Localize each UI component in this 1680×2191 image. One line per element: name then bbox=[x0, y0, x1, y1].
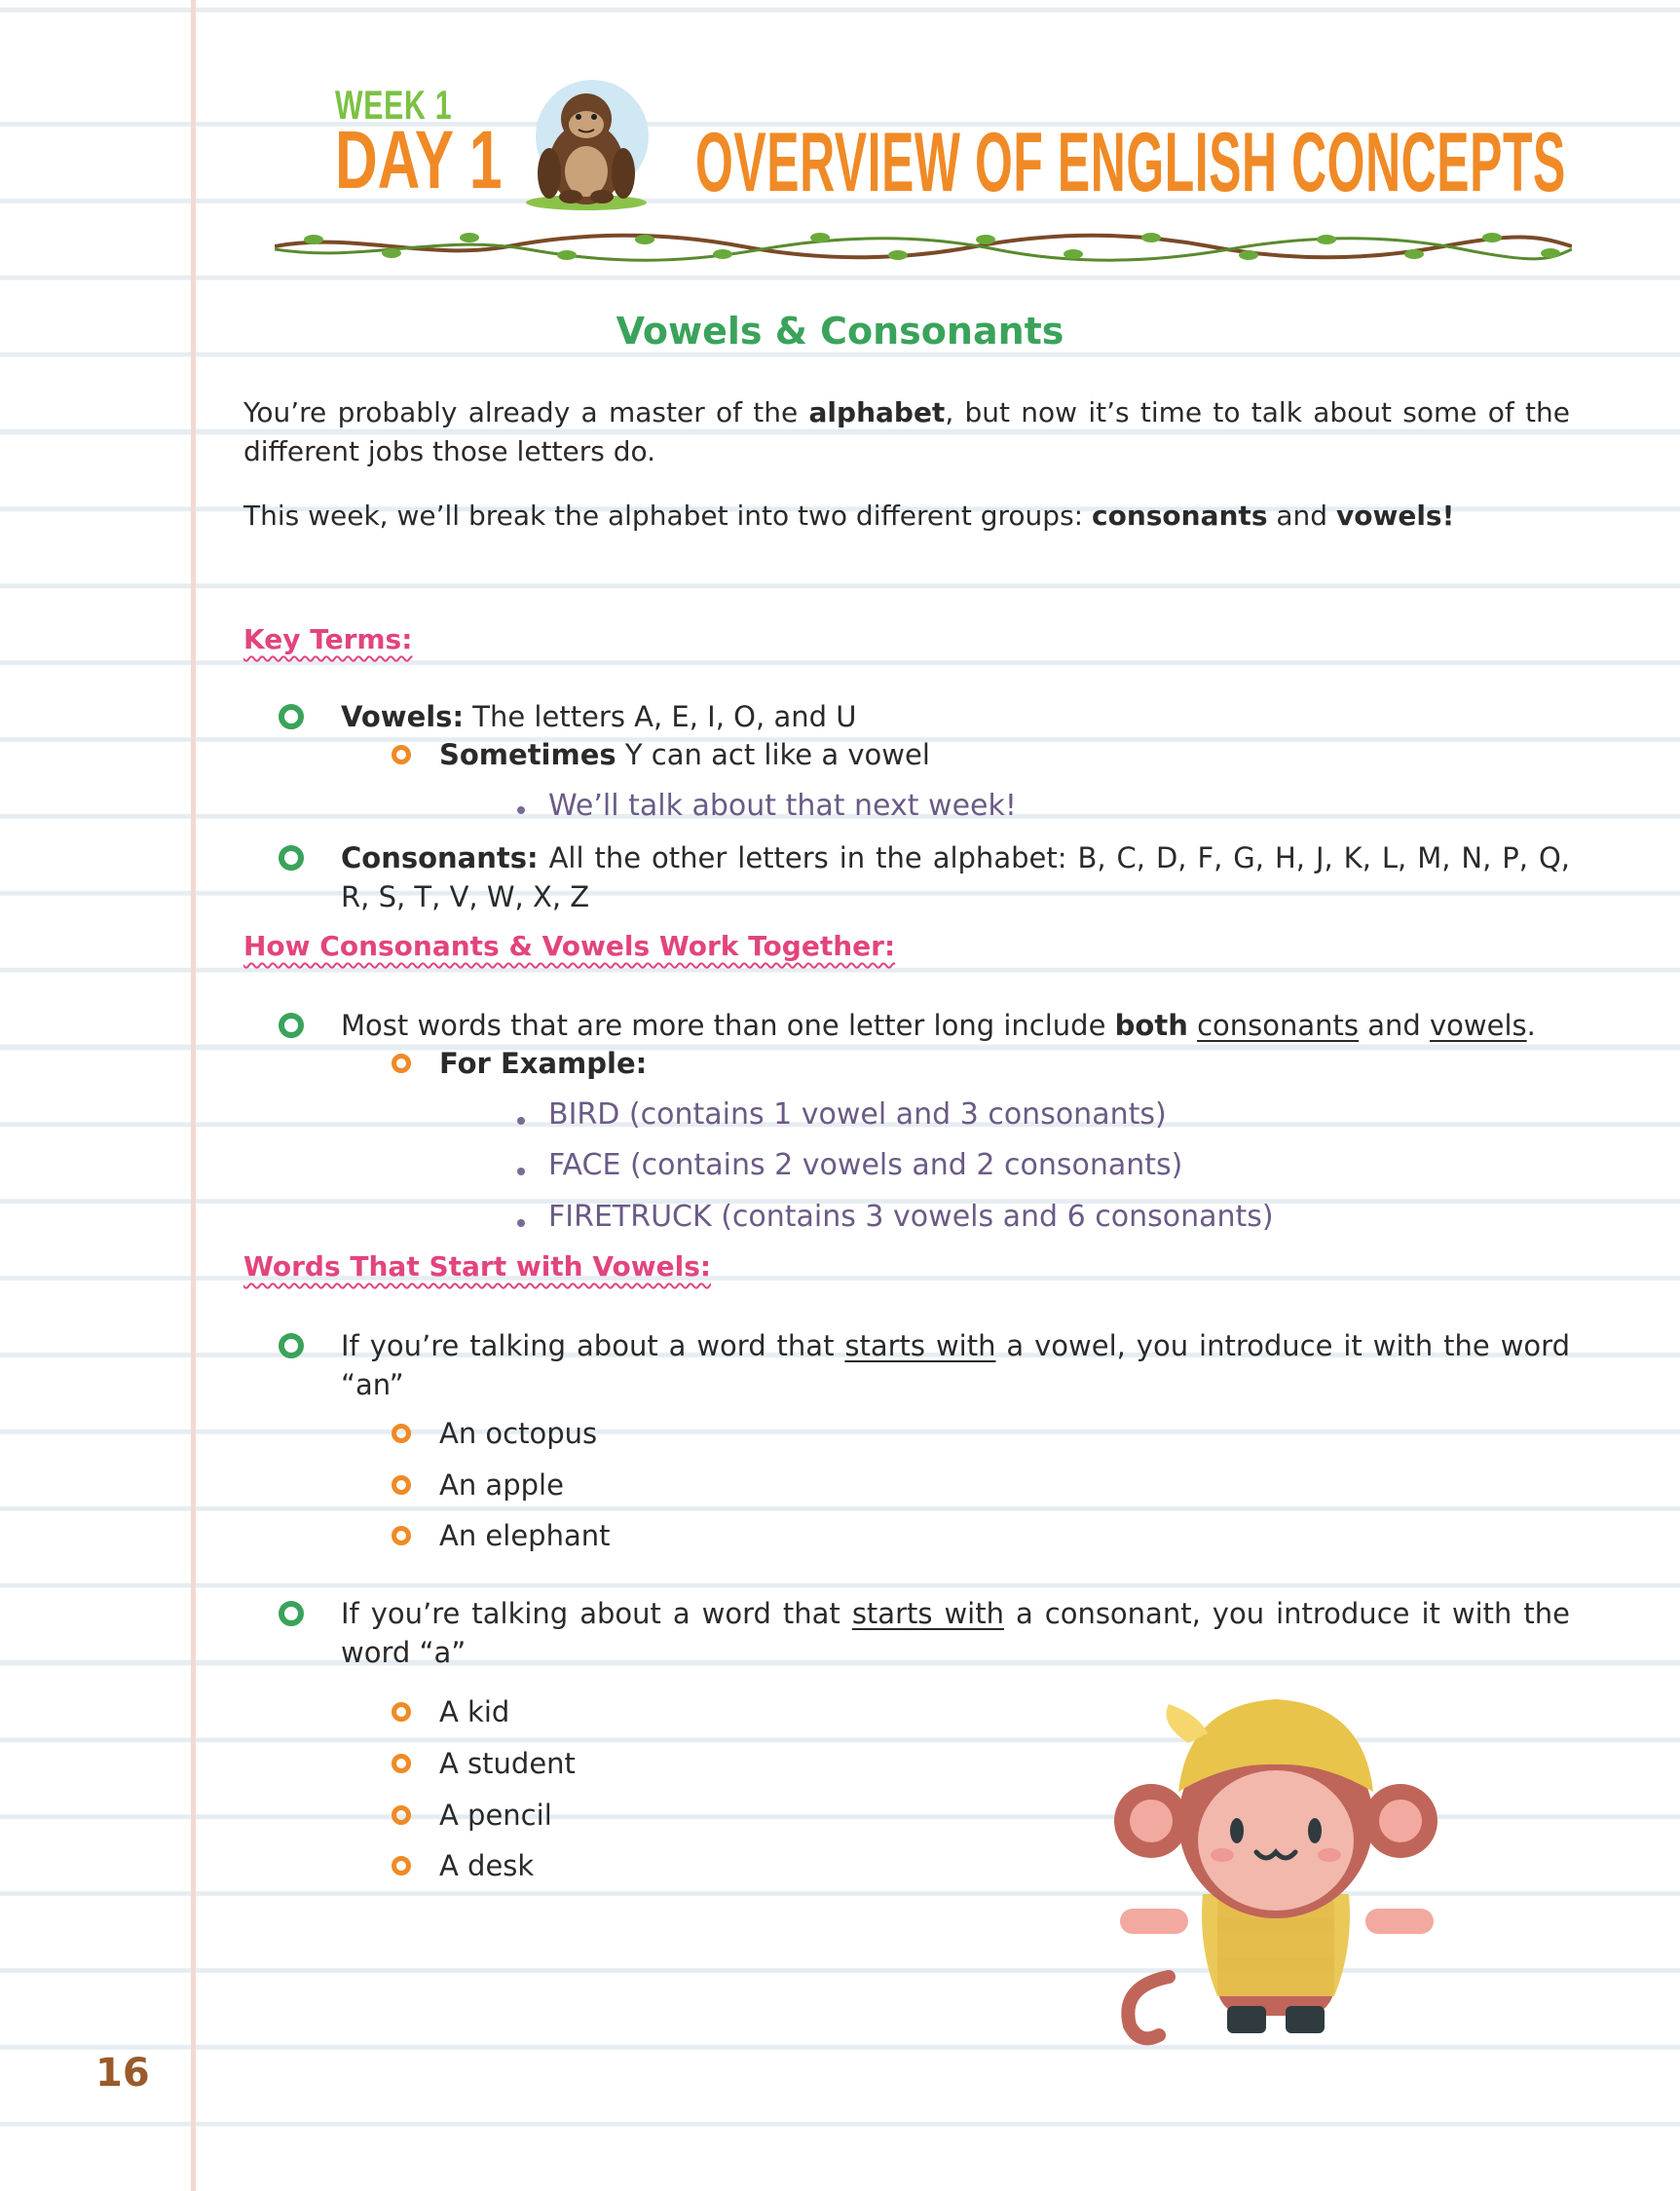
dot-bullet-icon bbox=[517, 806, 525, 814]
together-heading: How Consonants & Vowels Work Together: bbox=[243, 930, 896, 962]
monkey-illustration bbox=[1110, 1685, 1441, 2055]
gorilla-illustration bbox=[516, 76, 662, 217]
page-title: OVERVIEW OF ENGLISH CONCEPTS bbox=[695, 116, 1566, 209]
a-example-item: A kid bbox=[439, 1695, 510, 1728]
a-example-item: A pencil bbox=[439, 1799, 552, 1832]
start-vowels-heading: Words That Start with Vowels: bbox=[243, 1250, 712, 1282]
bullet-icon bbox=[279, 704, 304, 729]
dot-bullet-icon bbox=[517, 1117, 525, 1125]
bullet-icon bbox=[279, 1013, 304, 1038]
sub-bullet-icon bbox=[392, 1475, 411, 1495]
consonants-definition: Consonants: All the other letters in the alphabet: B, C, D, F, G, H, J, K, L, M, N, P, Q, R, S, T, V, W, X, Z bbox=[341, 841, 1570, 913]
an-rule: If you’re talking about a word that starts with a vowel, you introduce it with the word “an” bbox=[341, 1329, 1570, 1401]
dot-bullet-icon bbox=[517, 1219, 525, 1227]
key-terms-heading: Key Terms: bbox=[243, 623, 413, 655]
example-bird: BIRD (contains 1 vowel and 3 consonants) bbox=[548, 1097, 1167, 1132]
intro-paragraph-2: This week, we’ll break the alphabet into two different groups: consonants and vowels! bbox=[243, 500, 1455, 532]
vine-divider bbox=[275, 222, 1572, 271]
sub-bullet-icon bbox=[392, 1424, 411, 1443]
dot-bullet-icon bbox=[517, 1168, 525, 1175]
sub-bullet-icon bbox=[392, 745, 411, 764]
day-label: DAY 1 bbox=[335, 114, 503, 205]
bullet-icon bbox=[279, 845, 304, 871]
a-rule: If you’re talking about a word that starts with a consonant, you introduce it with the word “a” bbox=[341, 1597, 1571, 1669]
bullet-icon bbox=[279, 1333, 304, 1358]
together-rule: Most words that are more than one letter long include both consonants and vowels. bbox=[341, 1009, 1536, 1042]
bullet-icon bbox=[279, 1601, 304, 1626]
example-face: FACE (contains 2 vowels and 2 consonants) bbox=[548, 1148, 1183, 1182]
week-label: WEEK 1 bbox=[335, 82, 453, 128]
page-number: 16 bbox=[95, 2051, 150, 2096]
vowels-definition: Vowels: The letters A, E, I, O, and U bbox=[341, 700, 857, 733]
next-week-note: We’ll talk about that next week! bbox=[548, 789, 1017, 823]
sometimes-y-note: Sometimes Y can act like a vowel bbox=[439, 738, 930, 771]
a-example-item: A student bbox=[439, 1747, 576, 1780]
sub-bullet-icon bbox=[392, 1526, 411, 1545]
for-example-label: For Example: bbox=[439, 1047, 648, 1080]
sub-bullet-icon bbox=[392, 1054, 411, 1073]
example-firetruck: FIRETRUCK (contains 3 vowels and 6 consonants) bbox=[548, 1200, 1274, 1234]
intro-paragraph-1: You’re probably already a master of the alphabet, but now it’s time to talk about some of the different jobs those letters do. bbox=[243, 396, 1571, 467]
an-example-item: An elephant bbox=[439, 1519, 611, 1552]
an-example-item: An octopus bbox=[439, 1417, 598, 1450]
an-example-item: An apple bbox=[439, 1468, 564, 1502]
sub-bullet-icon bbox=[392, 1805, 411, 1825]
section-title: Vowels & Consonants bbox=[616, 310, 1064, 353]
sub-bullet-icon bbox=[392, 1702, 411, 1722]
sub-bullet-icon bbox=[392, 1754, 411, 1773]
sub-bullet-icon bbox=[392, 1856, 411, 1875]
a-example-item: A desk bbox=[439, 1849, 535, 1882]
